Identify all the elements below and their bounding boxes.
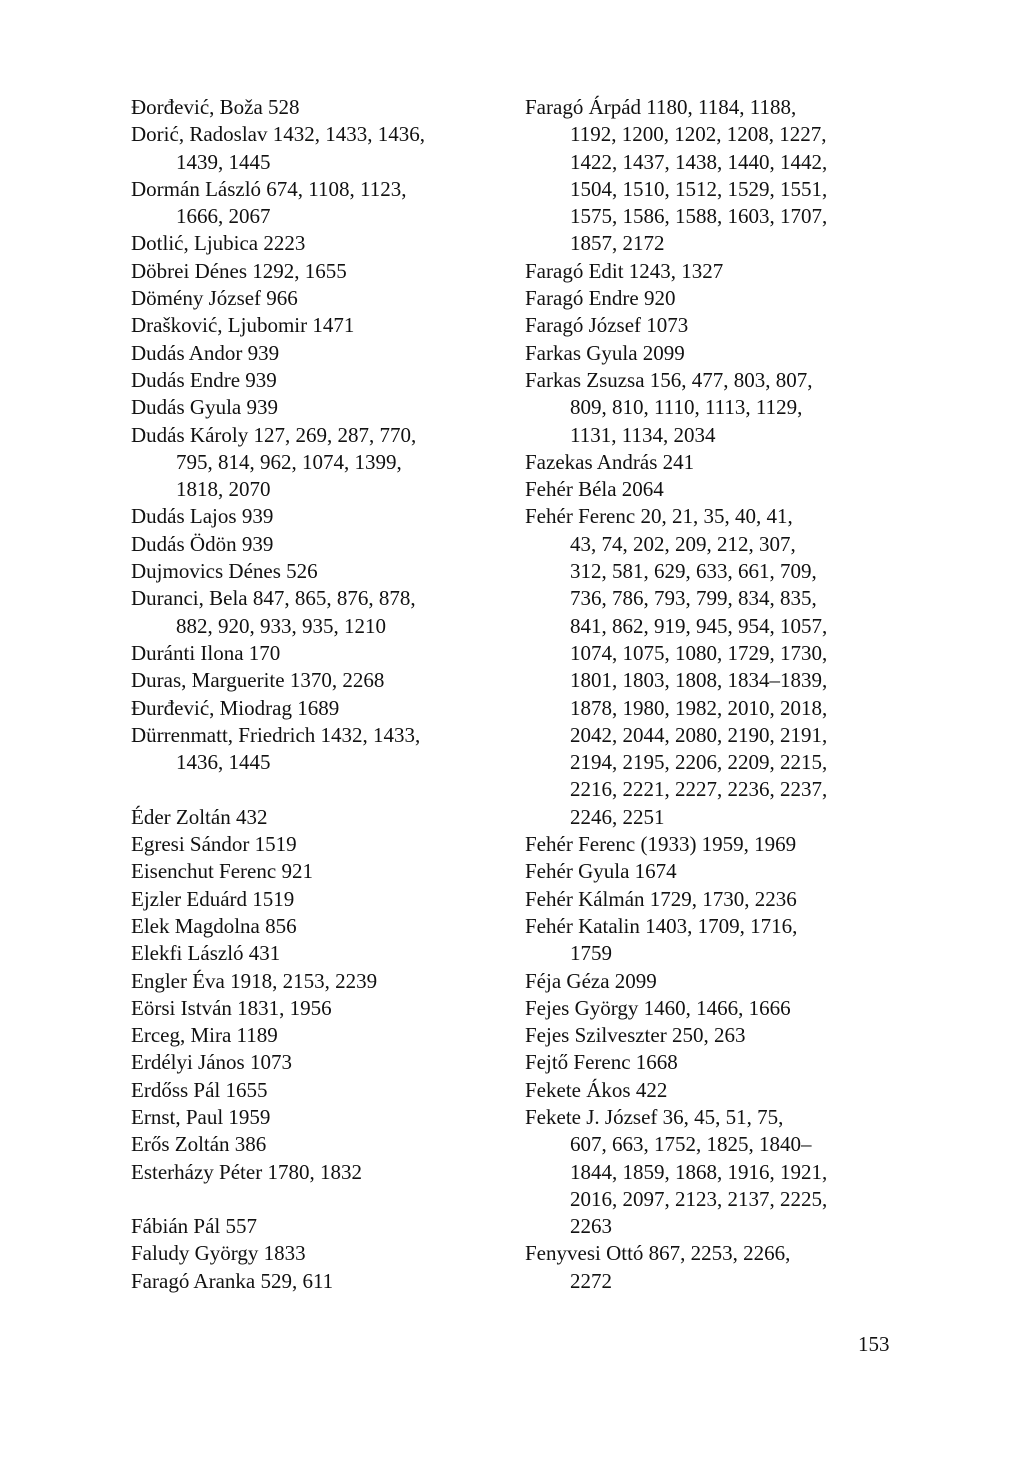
entry-heading-line: Duránti Ilona 170 [131,640,281,665]
entry-heading-line: Dudás Gyula 939 [131,395,278,420]
entry-heading-line: Farkas Gyula 2099 [525,340,685,365]
index-column-left [131,94,506,1295]
entry-heading-line: Eörsi István 1831, 1956 [131,995,332,1020]
entry-heading-line: Fábián Pál 557 [131,1214,257,1239]
entry-heading-line: Dudás Ödön 939 [131,531,274,556]
entry-heading-line: Fazekas András 241 [525,449,695,474]
index-entry [131,585,506,640]
index-entry [131,722,506,777]
index-entry [131,1240,506,1267]
entry-heading-line: Eisenchut Ferenc 921 [131,859,313,884]
entry-heading-line: Dujmovics Dénes 526 [131,559,318,584]
entry-heading-line: Farkas Zsuzsa 156, 477, 803, 807, [525,367,813,392]
entry-heading-line: Fehér Ferenc (1933) 1959, 1969 [525,832,797,857]
entry-heading-line: Faragó Aranka 529, 611 [131,1268,334,1293]
index-entry [525,1240,895,1295]
index-entry [525,831,895,858]
entry-heading-line: Faragó József 1073 [525,313,689,338]
entry-heading-line: Fejes György 1460, 1466, 1666 [525,995,791,1020]
entry-heading-line: Fehér Kálmán 1729, 1730, 2236 [525,886,797,911]
entry-continuation-line: 809, 810, 1110, 1113, 1129, [570,395,803,420]
index-entry [131,121,506,176]
entry-heading-line: Duranci, Bela 847, 865, 876, 878, [131,586,416,611]
entry-continuation-line: 1074, 1075, 1080, 1729, 1730, [570,640,828,665]
letter-group [525,94,895,1295]
entry-heading-line: Elekfi László 431 [131,941,281,966]
entry-continuation-line: 1666, 2067 [176,204,271,229]
index-entry [131,968,506,995]
entry-continuation-line: 2042, 2044, 2080, 2190, 2191, [570,722,828,747]
index-entry [525,312,895,339]
index-entry [131,1104,506,1131]
index-entry [131,1049,506,1076]
entry-continuation-line: 736, 786, 793, 799, 834, 835, [570,586,817,611]
entry-heading-line: Féja Géza 2099 [525,968,657,993]
index-entry [131,695,506,722]
entry-continuation-line: 1759 [570,941,612,966]
entry-heading-line: Ernst, Paul 1959 [131,1104,271,1129]
index-entry [131,1022,506,1049]
index-entry [131,285,506,312]
index-entry [131,1131,506,1158]
index-entry [131,667,506,694]
entry-continuation-line: 43, 74, 202, 209, 212, 307, [570,531,796,556]
index-entry [131,258,506,285]
entry-heading-line: Dömény József 966 [131,286,298,311]
entry-continuation-line: 2272 [570,1268,612,1293]
entry-heading-line: Đorđević, Boža 528 [131,95,300,119]
index-entry [131,858,506,885]
entry-heading-line: Fehér Gyula 1674 [525,859,677,884]
index-entry [525,858,895,885]
entry-heading-line: Fenyvesi Ottó 867, 2253, 2266, [525,1241,791,1266]
index-entry [131,94,506,121]
entry-continuation-line: 2016, 2097, 2123, 2137, 2225, [570,1186,828,1211]
entry-heading-line: Fejes Szilveszter 250, 263 [525,1023,746,1048]
entry-heading-line: Dudás Andor 939 [131,340,280,365]
entry-heading-line: Erdőss Pál 1655 [131,1077,268,1102]
index-entry [131,422,506,504]
entry-heading-line: Erős Zoltán 386 [131,1132,267,1157]
index-entry [131,230,506,257]
index-entry [131,804,506,831]
index-entry [525,968,895,995]
entry-heading-line: Elek Magdolna 856 [131,913,297,938]
index-entry [131,312,506,339]
index-entry [131,1268,506,1295]
entry-continuation-line: 1801, 1803, 1808, 1834–1839, [570,668,828,693]
entry-continuation-line: 1439, 1445 [176,149,271,174]
index-entry [525,1022,895,1049]
entry-continuation-line: 1192, 1200, 1202, 1208, 1227, [570,122,827,147]
index-entry [131,1159,506,1186]
entry-heading-line: Fejtő Ferenc 1668 [525,1050,678,1075]
entry-heading-line: Fekete J. József 36, 45, 51, 75, [525,1104,784,1129]
index-entry [131,913,506,940]
entry-continuation-line: 2246, 2251 [570,804,665,829]
entry-heading-line: Döbrei Dénes 1292, 1655 [131,258,347,283]
entry-heading-line: Fehér Katalin 1403, 1709, 1716, [525,913,798,938]
letter-group [131,804,506,1186]
entry-continuation-line: 795, 814, 962, 1074, 1399, [176,449,402,474]
index-entry [525,1104,895,1240]
entry-heading-line: Faragó Árpád 1180, 1184, 1188, [525,95,797,119]
entry-heading-line: Faragó Endre 920 [525,286,676,311]
index-entry [131,558,506,585]
index-entry [131,886,506,913]
entry-heading-line: Fehér Béla 2064 [525,477,664,502]
entry-heading-line: Erdélyi János 1073 [131,1050,292,1075]
letter-group-gap [131,776,506,803]
index-entry [131,1213,506,1240]
entry-continuation-line: 2194, 2195, 2206, 2209, 2215, [570,750,828,775]
index-entry [131,531,506,558]
index-column-right [525,94,895,1295]
index-entry [525,340,895,367]
entry-continuation-line: 1504, 1510, 1512, 1529, 1551, [570,176,828,201]
entry-heading-line: Dürrenmatt, Friedrich 1432, 1433, [131,722,421,747]
index-entry [131,940,506,967]
entry-heading-line: Esterházy Péter 1780, 1832 [131,1159,362,1184]
entry-continuation-line: 1844, 1859, 1868, 1916, 1921, [570,1159,828,1184]
entry-continuation-line: 1131, 1134, 2034 [570,422,716,447]
index-entry [131,340,506,367]
entry-heading-line: Erceg, Mira 1189 [131,1023,278,1048]
entry-continuation-line: 2263 [570,1214,612,1239]
page-number: 153 [858,1332,890,1356]
index-entry [525,995,895,1022]
entry-heading-line: Dudás Endre 939 [131,367,277,392]
index-entry [131,995,506,1022]
entry-continuation-line: 1422, 1437, 1438, 1440, 1442, [570,149,828,174]
index-entry [131,831,506,858]
index-entry [525,285,895,312]
entry-heading-line: Fehér Ferenc 20, 21, 35, 40, 41, [525,504,793,529]
index-entry [131,176,506,231]
index-entry [525,449,895,476]
index-entry [131,503,506,530]
entry-heading-line: Engler Éva 1918, 2153, 2239 [131,968,378,993]
entry-heading-line: Fekete Ákos 422 [525,1077,668,1102]
entry-continuation-line: 882, 920, 933, 935, 1210 [176,613,386,638]
entry-heading-line: Đurđević, Miodrag 1689 [131,695,340,720]
index-entry [525,476,895,503]
index-entry [525,1077,895,1104]
index-entry [131,394,506,421]
index-entry [525,258,895,285]
entry-continuation-line: 1878, 1980, 1982, 2010, 2018, [570,695,828,720]
index-entry [131,1077,506,1104]
entry-heading-line: Duras, Marguerite 1370, 2268 [131,668,385,693]
index-entry [525,503,895,831]
entry-continuation-line: 1575, 1586, 1588, 1603, 1707, [570,204,828,229]
entry-heading-line: Éder Zoltán 432 [131,804,268,829]
entry-continuation-line: 1857, 2172 [570,231,665,256]
index-entry [525,94,895,258]
index-entry [525,913,895,968]
letter-group-gap [131,1186,506,1213]
entry-continuation-line: 607, 663, 1752, 1825, 1840– [570,1132,812,1157]
entry-continuation-line: 1436, 1445 [176,750,271,775]
entry-continuation-line: 1818, 2070 [176,477,271,502]
entry-heading-line: Ejzler Eduárd 1519 [131,886,295,911]
entry-heading-line: Dormán László 674, 1108, 1123, [131,176,407,201]
index-entry [525,367,895,449]
entry-heading-line: Egresi Sándor 1519 [131,832,297,857]
letter-group [131,1213,506,1295]
entry-heading-line: Dudás Károly 127, 269, 287, 770, [131,422,417,447]
entry-continuation-line: 2216, 2221, 2227, 2236, 2237, [570,777,828,802]
entry-heading-line: Faludy György 1833 [131,1241,306,1266]
entry-continuation-line: 841, 862, 919, 945, 954, 1057, [570,613,828,638]
entry-continuation-line: 312, 581, 629, 633, 661, 709, [570,559,817,584]
entry-heading-line: Dotlić, Ljubica 2223 [131,231,306,256]
letter-group [131,94,506,776]
index-entry [131,640,506,667]
entry-heading-line: Drašković, Ljubomir 1471 [131,313,355,338]
entry-heading-line: Dorić, Radoslav 1432, 1433, 1436, [131,122,425,147]
entry-heading-line: Faragó Edit 1243, 1327 [525,258,724,283]
index-entry [525,886,895,913]
entry-heading-line: Dudás Lajos 939 [131,504,274,529]
index-entry [525,1049,895,1076]
index-entry [131,367,506,394]
